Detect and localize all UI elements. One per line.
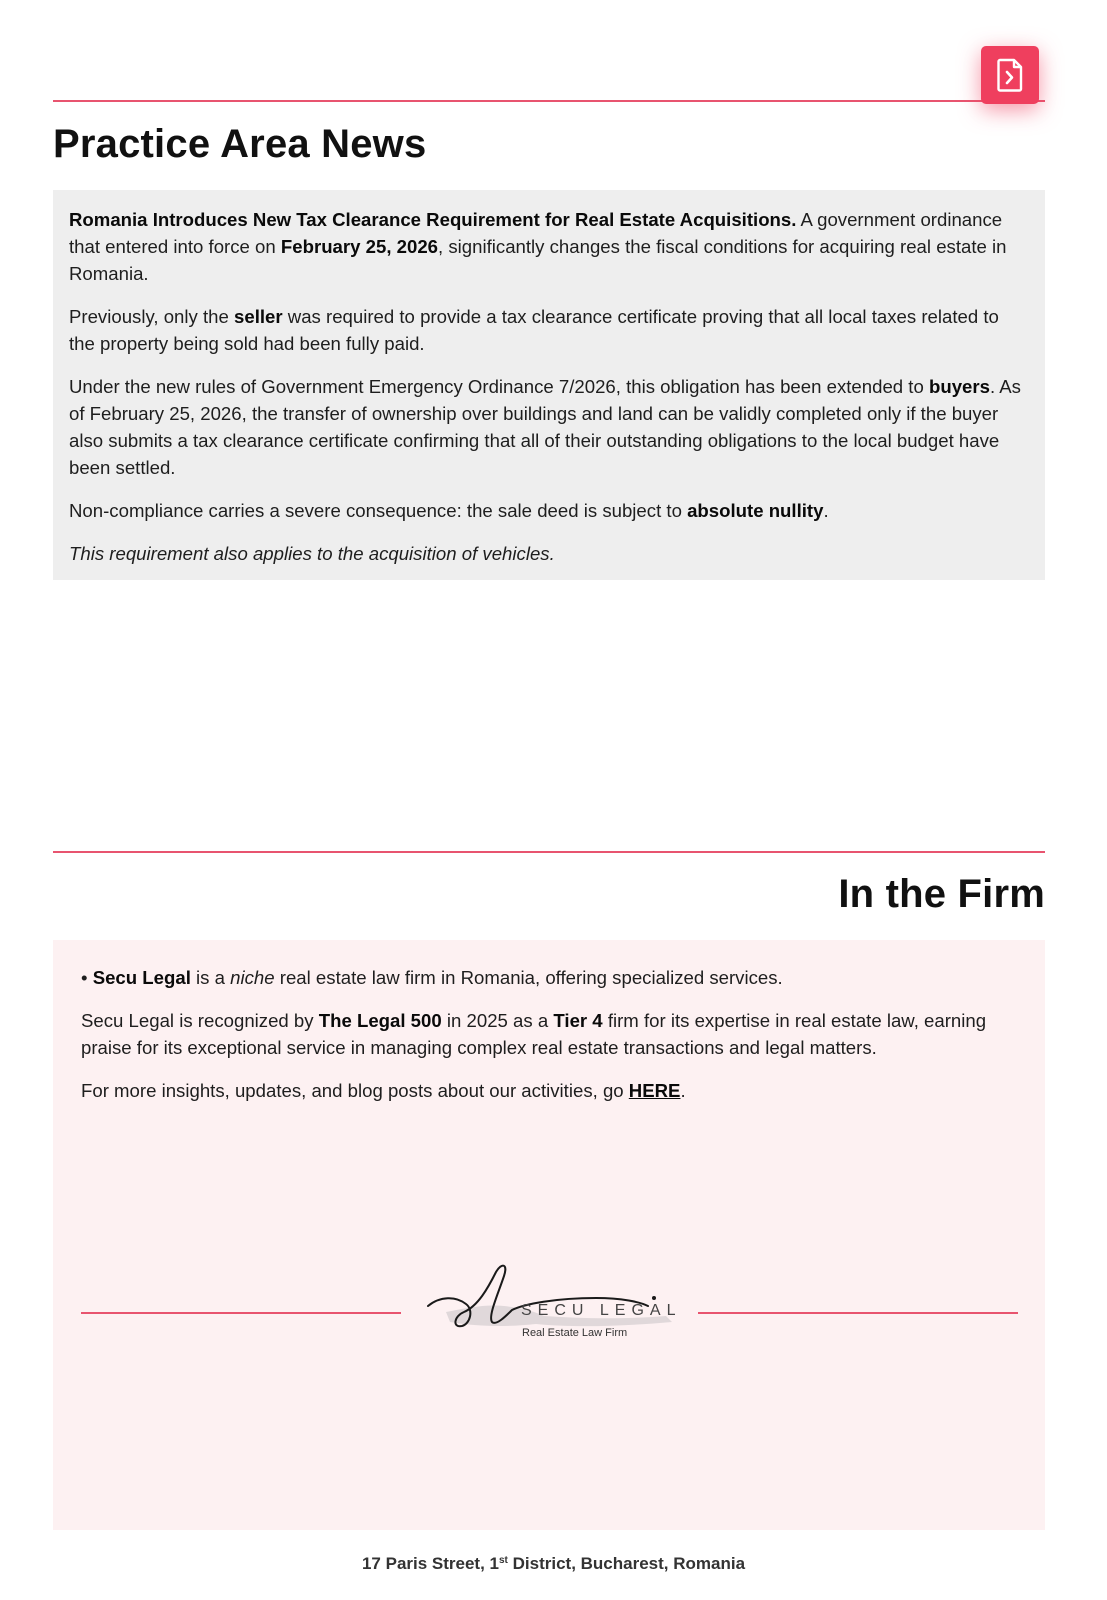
news-paragraph-4: Non-compliance carries a severe consequence: the sale deed is subject to absolute nullity. (69, 500, 829, 521)
logo-right-rule (698, 1312, 1018, 1314)
logo-left-rule (81, 1312, 401, 1314)
news-paragraph-3: Under the new rules of Government Emergency Ordinance 7/2026, this obligation has been extended to buyers. As of February 25, 2026, the transfer of ownership over buildings and land can be validly completed only if the buyer also submits a tax clearance certificate confirming that all of their outstanding obligations to the local budget have been settled. (69, 376, 1021, 478)
blog-link[interactable]: HERE (628, 1080, 681, 1101)
news-paragraph-2: Previously, only the seller was required to provide a tax clearance certificate proving that all local taxes related to the property being sold had been fully paid. (69, 306, 999, 354)
firm-divider (53, 851, 1045, 853)
news-paragraph-5: This requirement also applies to the acquisition of vehicles. (69, 543, 555, 564)
firm-panel (53, 940, 1045, 1530)
logo-tagline: Real Estate Law Firm (522, 1327, 628, 1339)
firm-section-title: In the Firm (838, 872, 1045, 916)
logo-wordmark: SECU LEGAL (521, 1302, 682, 1319)
header-divider (53, 100, 1045, 102)
firm-line-3: For more insights, updates, and blog posts about our activities, go HERE. (81, 1080, 686, 1101)
page-title: Practice Area News (53, 122, 427, 166)
news-headline: Romania Introduces New Tax Clearance Requirement for Real Estate Acquisitions. (69, 209, 797, 230)
firm-line-1: • Secu Legal is a niche real estate law firm in Romania, offering specialized services. (81, 967, 783, 988)
firm-line-2: Secu Legal is recognized by The Legal 500 in 2025 as a Tier 4 firm for its expertise in real estate law, earning praise for its exceptional service in managing complex real estate transactions and legal matters. (81, 1010, 987, 1058)
file-arrow-icon (995, 58, 1025, 92)
news-article (53, 190, 1045, 580)
news-paragraph-1: Romania Introduces New Tax Clearance Requirement for Real Estate Acquisitions. A government ordinance that entered into force on February 25, 2026, significantly changes the fiscal conditions for acquiring real estate in Romania. (69, 209, 1007, 284)
firm-logo (426, 1260, 690, 1346)
file-open-button[interactable] (981, 46, 1039, 104)
footer-address: 17 Paris Street, 1st District, Bucharest, Romania (361, 1554, 746, 1573)
